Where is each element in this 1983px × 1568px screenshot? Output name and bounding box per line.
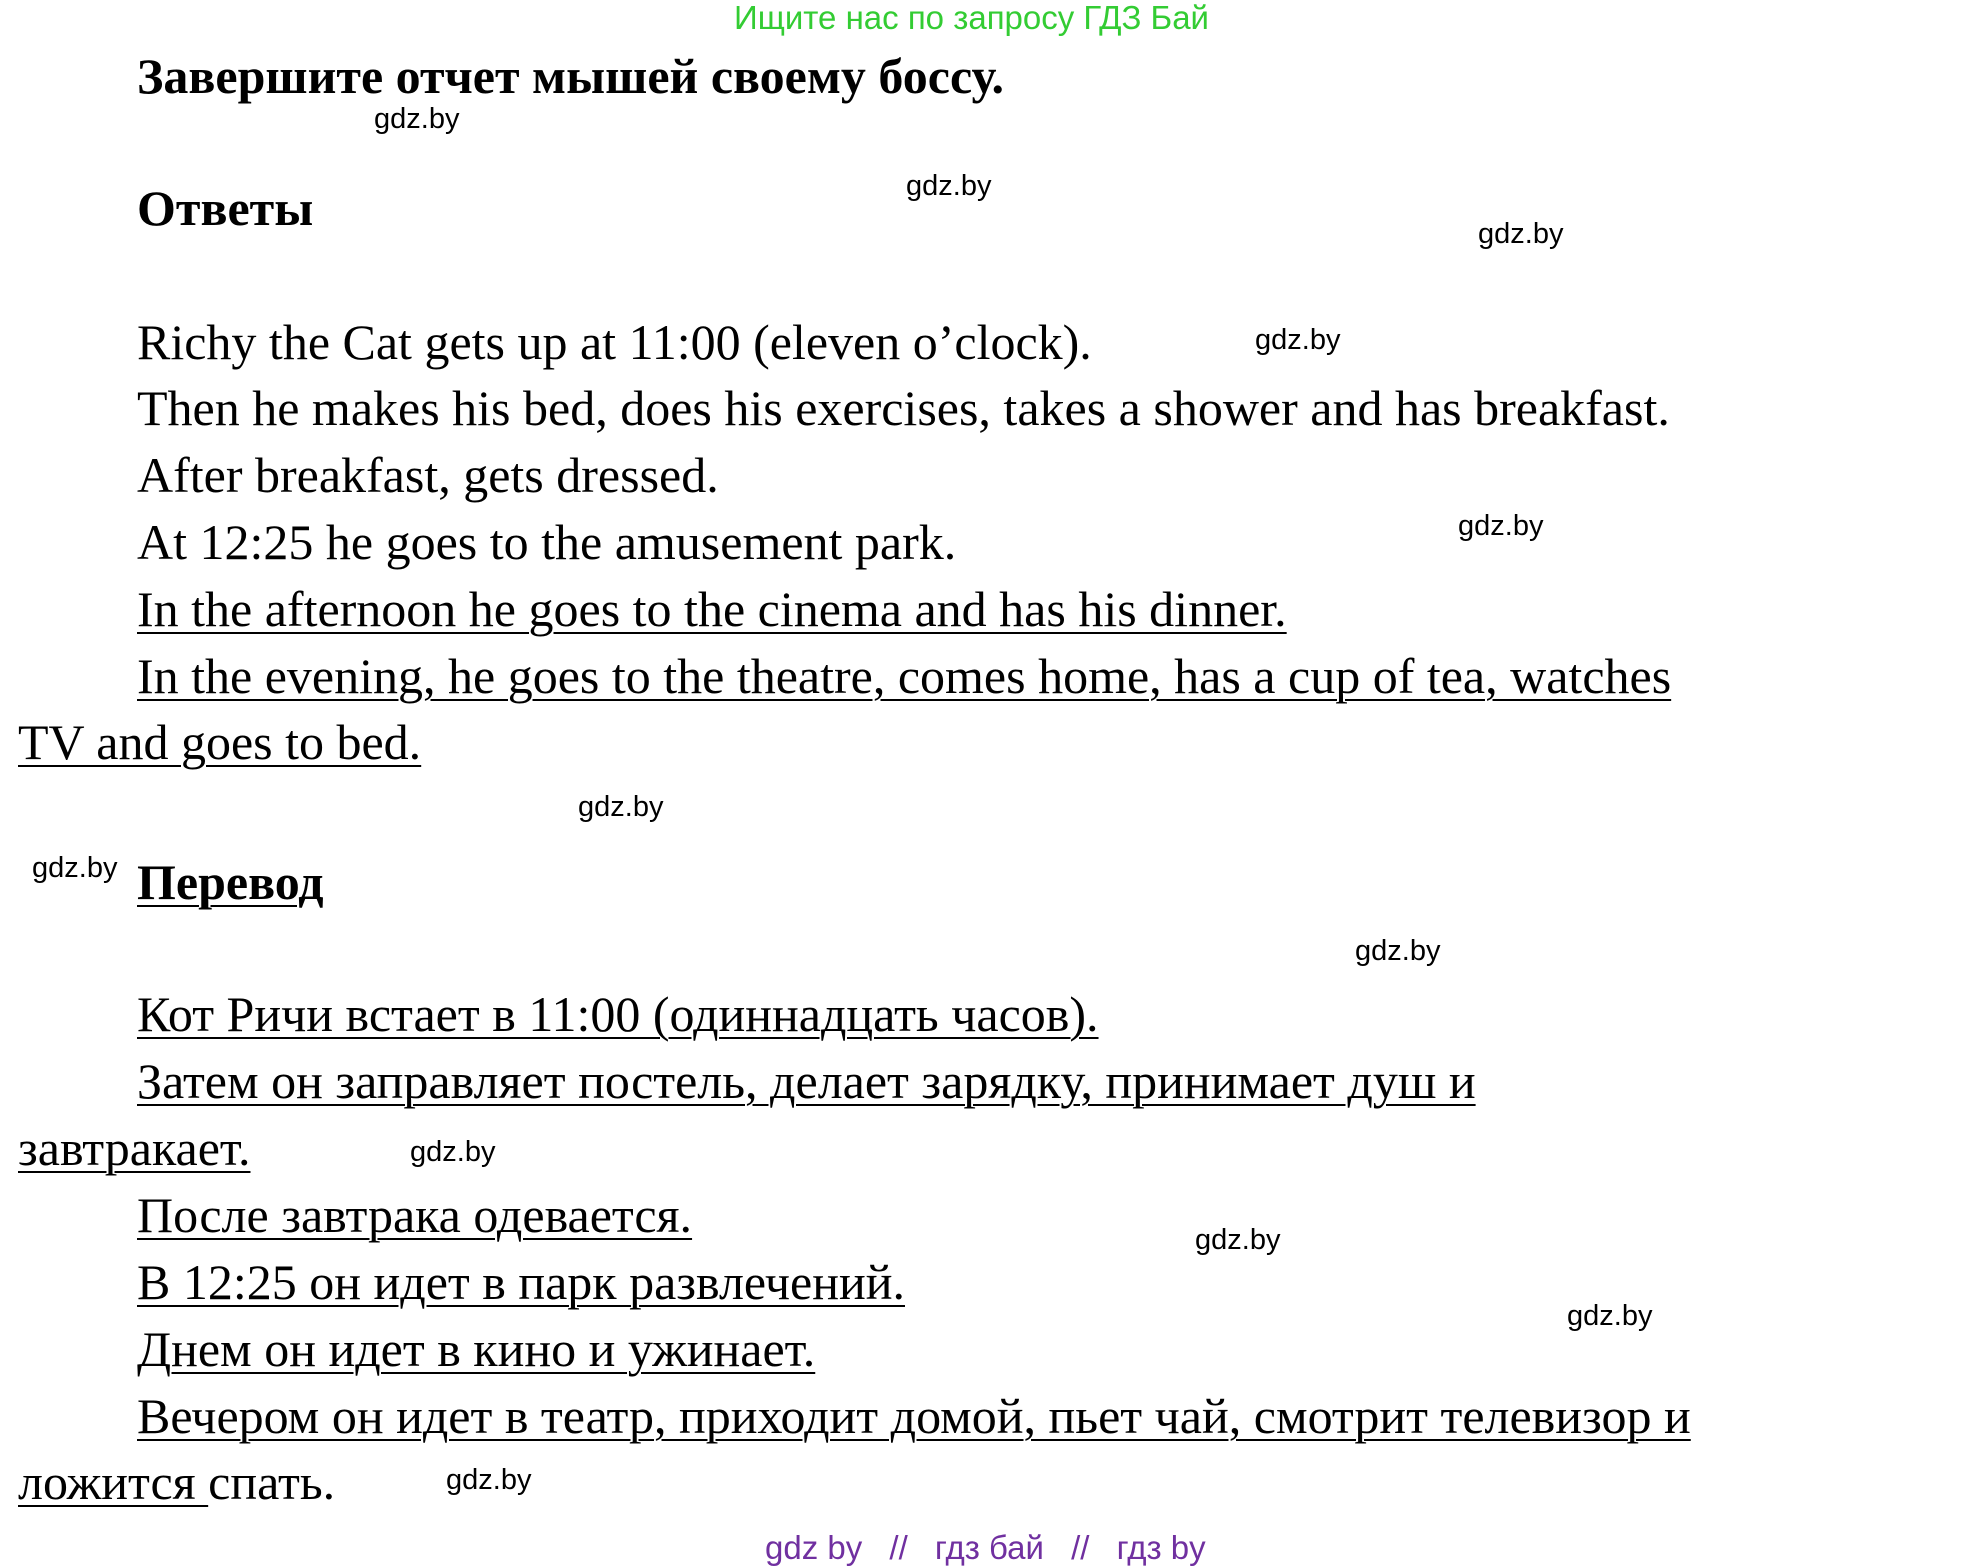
- translation-line-5: [137, 1252, 905, 1312]
- answer-line-5: [137, 579, 1287, 639]
- translation-line-3-text: завтракает.: [18, 1120, 251, 1176]
- footer-part-3: гдз by: [1116, 1529, 1206, 1566]
- top-banner: Ищите нас по запросу ГДЗ Бай: [734, 0, 1209, 36]
- answer-line-4: At 12:25 he goes to the amusement park.: [137, 514, 957, 570]
- footer-part-2: гдз бай: [934, 1529, 1044, 1566]
- answers-heading: Ответы: [137, 180, 314, 236]
- footer-part-1: gdz by: [765, 1529, 863, 1566]
- watermark-2: gdz.by: [906, 170, 992, 202]
- answer-line-6: [137, 646, 1671, 706]
- translation-line-1-text: Кот Ричи встает в 11:00 (одиннадцать часов).: [137, 986, 1099, 1042]
- watermark-6: gdz.by: [578, 791, 664, 823]
- answer-line-6-text: In the evening, he goes to the theatre, comes home, has a cup of tea, watches: [137, 648, 1672, 704]
- answer-line-7-text: TV and goes to bed.: [18, 714, 422, 770]
- watermark-9: gdz.by: [410, 1136, 496, 1168]
- footer-separator-2: //: [1071, 1529, 1090, 1566]
- translation-line-6-text: Днем он идет в кино и ужинает.: [137, 1321, 816, 1377]
- watermark-3: gdz.by: [1478, 218, 1564, 250]
- answer-line-2: Then he makes his bed, does his exercises, takes a shower and has breakfast.: [137, 380, 1670, 436]
- translation-heading: [137, 852, 324, 912]
- answer-line-5-text: In the afternoon he goes to the cinema and has his dinner.: [137, 581, 1287, 637]
- watermark-7: gdz.by: [32, 852, 118, 884]
- translation-line-7: [137, 1386, 1691, 1446]
- translation-line-4: [137, 1185, 692, 1245]
- translation-line-8: [18, 1452, 335, 1512]
- translation-line-1: [137, 984, 1099, 1044]
- footer: [765, 1530, 1206, 1566]
- translation-line-2: Затем он заправляет постель, делает зарядку, принимает душ и: [137, 1053, 1476, 1109]
- watermark-8: gdz.by: [1355, 935, 1441, 967]
- watermark-12: gdz.by: [446, 1464, 532, 1496]
- task-title: Завершите отчет мышей своему боссу.: [137, 48, 1004, 104]
- watermark-1: gdz.by: [374, 103, 460, 135]
- translation-line-5-text: В 12:25 он идет в парк развлечений.: [137, 1254, 905, 1310]
- translation-line-8-rest: спать.: [208, 1454, 336, 1510]
- translation-line-6: [137, 1319, 815, 1379]
- watermark-5: gdz.by: [1458, 510, 1544, 542]
- answer-line-3: After breakfast, gets dressed.: [137, 447, 719, 503]
- translation-line-8-underlined: ложится: [18, 1454, 209, 1510]
- translation-line-3: [18, 1118, 250, 1178]
- translation-line-7-text: Вечером он идет в театр, приходит домой, пьет чай, смотрит телевизор и: [137, 1388, 1691, 1444]
- watermark-10: gdz.by: [1195, 1224, 1281, 1256]
- translation-heading-text: Перевод: [137, 854, 324, 910]
- translation-line-4-text: После завтрака одевается.: [137, 1187, 693, 1243]
- watermark-4: gdz.by: [1255, 324, 1341, 356]
- answer-line-1: Richy the Cat gets up at 11:00 (eleven o’clock).: [137, 314, 1092, 370]
- answer-line-7: [18, 712, 421, 772]
- watermark-11: gdz.by: [1567, 1300, 1653, 1332]
- footer-separator-1: //: [889, 1529, 908, 1566]
